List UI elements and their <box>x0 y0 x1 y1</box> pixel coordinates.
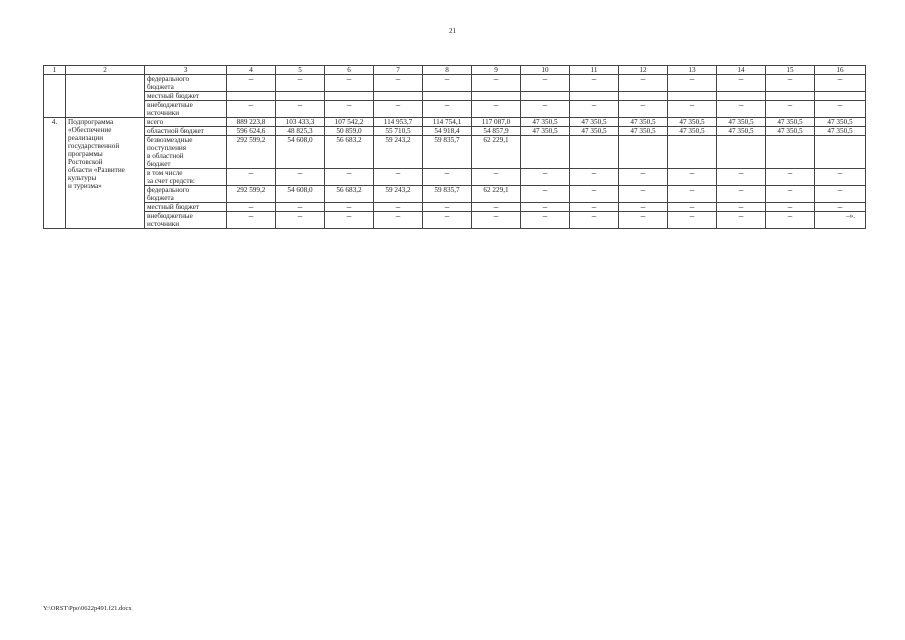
value-cell: 47 350,5 <box>668 127 717 136</box>
value-cell: – <box>521 101 570 118</box>
value-cell: – <box>227 212 276 229</box>
value-cell: – <box>766 203 815 212</box>
funding-source-cell: областной бюджет <box>145 127 227 136</box>
value-cell: – <box>423 101 472 118</box>
value-cell: – <box>227 203 276 212</box>
table-row <box>44 127 866 136</box>
value-cell: 62 229,1 <box>472 186 521 203</box>
value-cell: 56 683,2 <box>325 186 374 203</box>
value-cell: – <box>276 203 325 212</box>
table-row <box>44 136 866 169</box>
value-cell: – <box>766 212 815 229</box>
value-cell <box>570 92 619 101</box>
value-cell: 59 243,2 <box>374 136 423 169</box>
value-cell <box>619 136 668 169</box>
header-cell: 5 <box>276 66 325 75</box>
value-cell: – <box>325 203 374 212</box>
value-cell: – <box>717 186 766 203</box>
header-cell: 11 <box>570 66 619 75</box>
table-row <box>44 92 866 101</box>
value-cell: 54 608,0 <box>276 136 325 169</box>
header-cell: 6 <box>325 66 374 75</box>
table-row <box>44 186 866 203</box>
funding-source-cell: внебюджетные источники <box>145 212 227 229</box>
value-cell: – <box>766 186 815 203</box>
value-cell: 292 599,2 <box>227 186 276 203</box>
value-cell: – <box>570 169 619 186</box>
value-cell: – <box>815 75 866 92</box>
value-cell <box>325 92 374 101</box>
header-cell: 7 <box>374 66 423 75</box>
value-cell: 59 835,7 <box>423 136 472 169</box>
value-cell: – <box>276 101 325 118</box>
value-cell: – <box>619 212 668 229</box>
value-cell <box>766 136 815 169</box>
value-cell: – <box>668 203 717 212</box>
value-cell: 47 350,5 <box>521 118 570 127</box>
value-cell: – <box>423 203 472 212</box>
budget-table <box>43 65 866 229</box>
subprogram-name: Подпрограмма «Обеспечение реализации государственной программы Ростовской области «Развитие культуры и туризма» <box>66 118 145 229</box>
value-cell <box>668 136 717 169</box>
value-cell: – <box>276 169 325 186</box>
value-cell <box>227 92 276 101</box>
value-cell: – <box>374 203 423 212</box>
value-cell: – <box>325 169 374 186</box>
value-cell: 55 710,5 <box>374 127 423 136</box>
value-cell: 103 433,3 <box>276 118 325 127</box>
value-cell: – <box>423 169 472 186</box>
value-cell: – <box>374 101 423 118</box>
value-cell: – <box>668 75 717 92</box>
value-cell: 889 223,8 <box>227 118 276 127</box>
value-cell: – <box>472 169 521 186</box>
value-cell: – <box>717 169 766 186</box>
value-cell: 596 624,6 <box>227 127 276 136</box>
value-cell: 47 350,5 <box>766 127 815 136</box>
value-cell: – <box>374 75 423 92</box>
value-cell: 48 825,3 <box>276 127 325 136</box>
value-cell: – <box>227 169 276 186</box>
value-cell <box>570 136 619 169</box>
funding-source-cell: федерального бюджета <box>145 186 227 203</box>
value-cell: – <box>521 169 570 186</box>
value-cell: – <box>276 212 325 229</box>
value-cell: – <box>325 75 374 92</box>
value-cell: 47 350,5 <box>619 127 668 136</box>
empty-number-cell <box>44 75 66 118</box>
value-cell: 47 350,5 <box>717 127 766 136</box>
value-cell: 56 683,2 <box>325 136 374 169</box>
header-cell: 15 <box>766 66 815 75</box>
header-cell: 12 <box>619 66 668 75</box>
value-cell: 54 857,9 <box>472 127 521 136</box>
value-cell: – <box>815 203 866 212</box>
header-cell: 9 <box>472 66 521 75</box>
value-cell: 50 859,0 <box>325 127 374 136</box>
value-cell: 47 350,5 <box>570 127 619 136</box>
value-cell: – <box>717 75 766 92</box>
header-cell: 16 <box>815 66 866 75</box>
value-cell: – <box>472 203 521 212</box>
header-cell: 2 <box>66 66 145 75</box>
value-cell <box>717 92 766 101</box>
value-cell: – <box>766 169 815 186</box>
header-cell: 1 <box>44 66 66 75</box>
table-row <box>44 75 866 92</box>
value-cell: 47 350,5 <box>717 118 766 127</box>
value-cell: – <box>766 75 815 92</box>
value-cell: – <box>276 75 325 92</box>
footer-file-path: Y:\ORST\Ppo\0622p491.f21.docx <box>43 605 132 612</box>
value-cell: – <box>521 186 570 203</box>
value-cell: – <box>619 75 668 92</box>
table-row <box>44 118 866 127</box>
value-cell: 107 542,2 <box>325 118 374 127</box>
value-cell: – <box>668 169 717 186</box>
subprogram-number: 4. <box>44 118 66 229</box>
value-cell: – <box>521 212 570 229</box>
value-cell: – <box>619 101 668 118</box>
value-cell: 54 608,0 <box>276 186 325 203</box>
value-cell: – <box>570 101 619 118</box>
header-cell: 14 <box>717 66 766 75</box>
value-cell <box>766 92 815 101</box>
value-cell <box>472 92 521 101</box>
value-cell <box>815 136 866 169</box>
value-cell <box>717 136 766 169</box>
funding-source-cell: местный бюджет <box>145 92 227 101</box>
header-cell: 3 <box>145 66 227 75</box>
value-cell: – <box>668 186 717 203</box>
header-cell: 13 <box>668 66 717 75</box>
value-cell: 59 243,2 <box>374 186 423 203</box>
value-cell: – <box>423 212 472 229</box>
value-cell: – <box>619 169 668 186</box>
funding-source-cell: внебюджетные источники <box>145 101 227 118</box>
value-cell: – <box>717 101 766 118</box>
value-cell: 47 350,5 <box>570 118 619 127</box>
funding-source-cell: всего <box>145 118 227 127</box>
value-cell: – <box>668 101 717 118</box>
value-cell <box>619 92 668 101</box>
value-cell: 47 350,5 <box>815 118 866 127</box>
value-cell: 47 350,5 <box>766 118 815 127</box>
value-cell: – <box>227 101 276 118</box>
value-cell <box>815 92 866 101</box>
value-cell: – <box>570 75 619 92</box>
table-row <box>44 101 866 118</box>
value-cell <box>521 92 570 101</box>
value-cell: – <box>570 212 619 229</box>
value-cell: – <box>325 101 374 118</box>
value-cell <box>521 136 570 169</box>
table-row <box>44 203 866 212</box>
value-cell: 47 350,5 <box>521 127 570 136</box>
value-cell: – <box>668 212 717 229</box>
value-cell <box>276 92 325 101</box>
value-cell: 54 918,4 <box>423 127 472 136</box>
value-cell: 117 087,0 <box>472 118 521 127</box>
value-cell: 59 835,7 <box>423 186 472 203</box>
funding-source-cell: местный бюджет <box>145 203 227 212</box>
value-cell: – <box>521 203 570 212</box>
value-cell: – <box>619 203 668 212</box>
empty-name-cell <box>66 75 145 118</box>
value-cell: – <box>815 169 866 186</box>
table-row <box>44 169 866 186</box>
value-cell: 292 599,2 <box>227 136 276 169</box>
value-cell: 114 953,7 <box>374 118 423 127</box>
value-cell: – <box>374 169 423 186</box>
value-cell: 62 229,1 <box>472 136 521 169</box>
value-cell: 47 350,5 <box>815 127 866 136</box>
funding-source-cell: в том числе за счет средств: <box>145 169 227 186</box>
value-cell: – <box>423 75 472 92</box>
value-cell: – <box>325 212 374 229</box>
value-cell: – <box>570 186 619 203</box>
value-cell: – <box>472 101 521 118</box>
value-cell: – <box>570 203 619 212</box>
value-cell: – <box>472 212 521 229</box>
page-number: 21 <box>449 27 456 35</box>
funding-source-cell: федерального бюджета <box>145 75 227 92</box>
value-cell: – <box>619 186 668 203</box>
funding-source-cell: безвозмездные поступления в областной бюджет <box>145 136 227 169</box>
value-cell: – <box>717 212 766 229</box>
table-body <box>44 75 866 229</box>
header-cell: 10 <box>521 66 570 75</box>
value-cell: – <box>521 75 570 92</box>
value-cell <box>668 92 717 101</box>
value-cell: – <box>815 101 866 118</box>
value-cell: – <box>717 203 766 212</box>
table-row <box>44 212 866 229</box>
value-cell: –». <box>815 212 866 229</box>
value-cell: – <box>472 75 521 92</box>
value-cell: – <box>815 186 866 203</box>
value-cell: – <box>766 101 815 118</box>
value-cell: 114 754,1 <box>423 118 472 127</box>
header-cell: 4 <box>227 66 276 75</box>
value-cell: 47 350,5 <box>619 118 668 127</box>
value-cell <box>423 92 472 101</box>
header-row <box>44 66 866 75</box>
value-cell: 47 350,5 <box>668 118 717 127</box>
header-cell: 8 <box>423 66 472 75</box>
value-cell: – <box>227 75 276 92</box>
value-cell <box>374 92 423 101</box>
value-cell: – <box>374 212 423 229</box>
